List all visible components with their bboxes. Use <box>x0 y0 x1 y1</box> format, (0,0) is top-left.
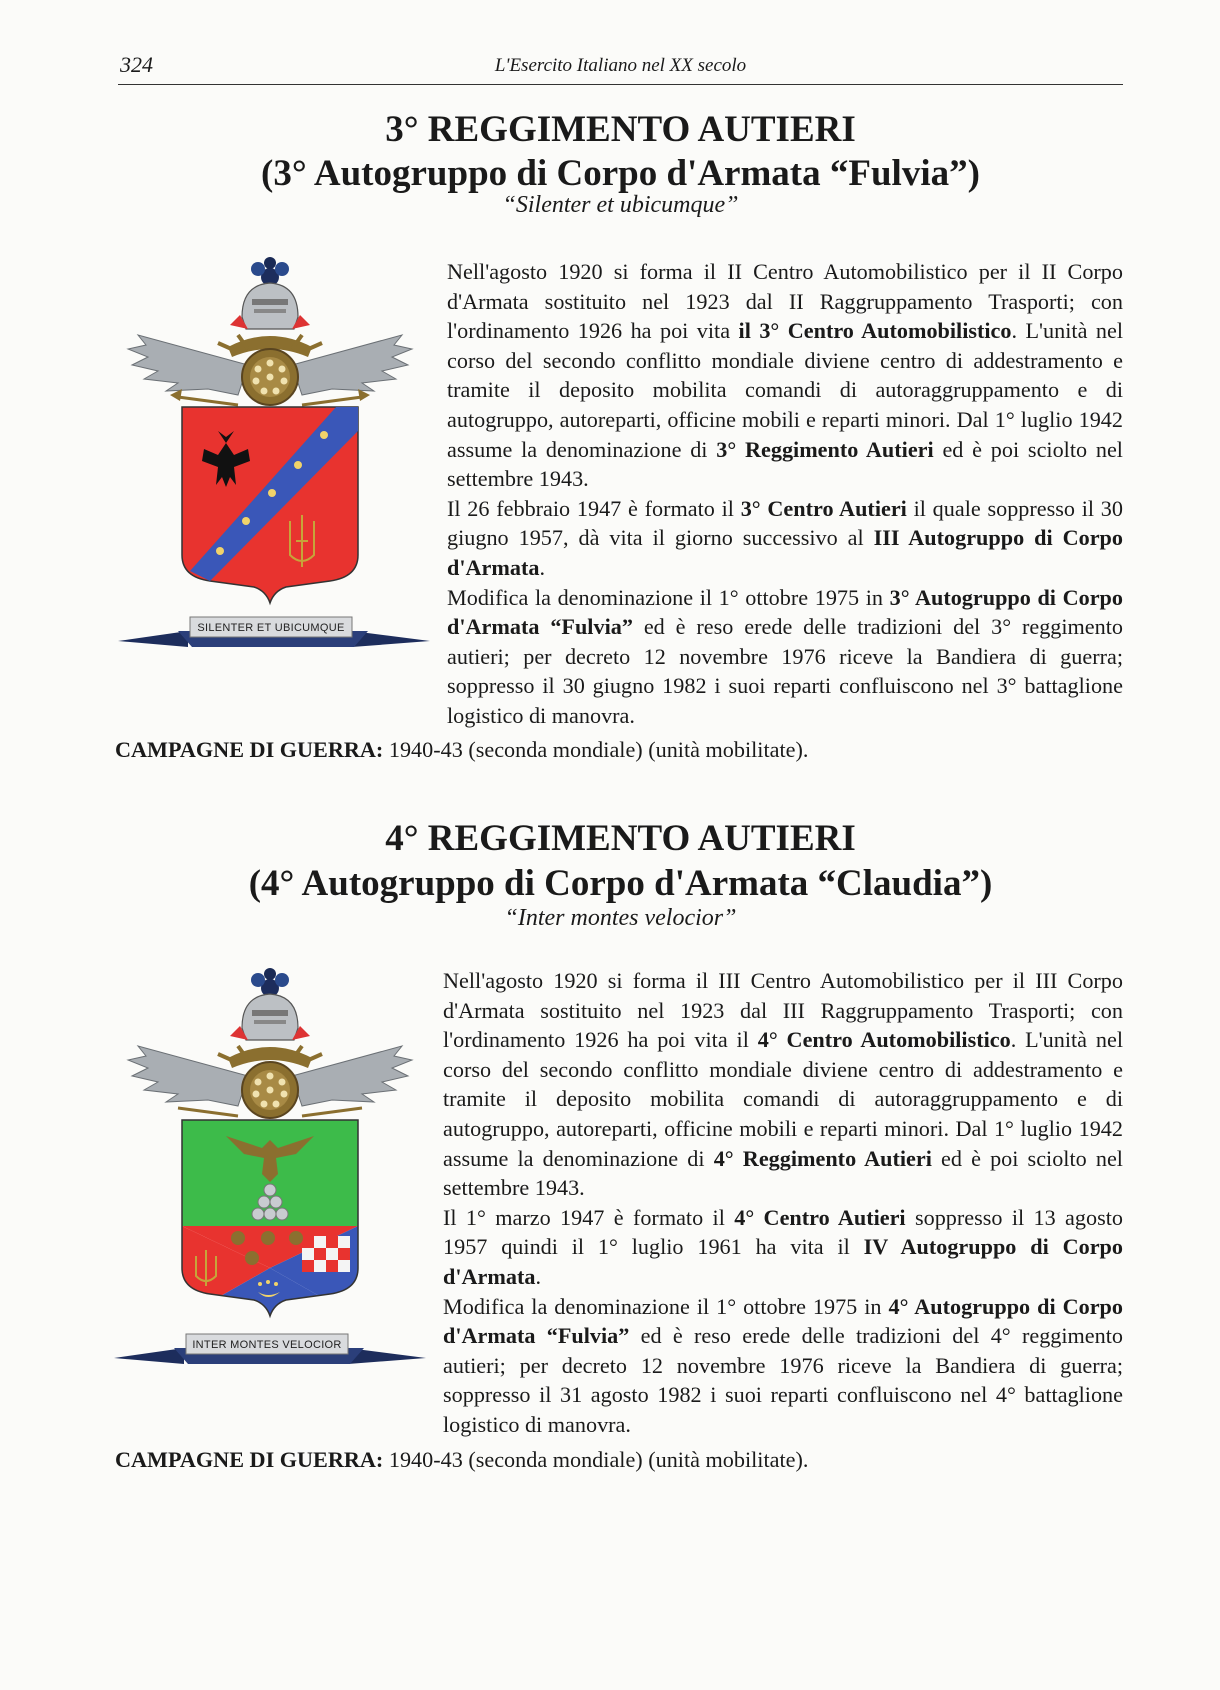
section1-paragraph3: Modifica la denominazione il 1° ottobre 1975 in 3° Autogruppo di Corpo d'Armata “Fulvia” ed è reso erede delle tradizioni del 3° reggimento autieri; per decreto 12 novembre 1976 riceve la Bandiera di guerra; soppresso il 30 giugno 1982 i suoi reparti confluiscono nel 3° battaglione logistico di manovra. <box>447 584 1124 728</box>
section1-body <box>447 257 1123 731</box>
section2-scroll-text: INTER MONTES VELOCIOR <box>192 1339 342 1351</box>
shield <box>182 407 358 603</box>
plume-icon <box>251 968 289 997</box>
section2-campaigns: CAMPAGNE DI GUERRA: 1940-43 (seconda mondiale) (unità mobilitate). <box>115 1447 809 1472</box>
section2-paragraph3: Modifica la denominazione il 1° ottobre 1975 in 4° Autogruppo di Corpo d'Armata “Fulvia” ed è reso erede delle tradizioni del 4° reggimento autieri; per decreto 12 novembre 1976 riceve la Bandiera di guerra; soppresso il 31 agosto 1982 i suoi reparti confluiscono nel 4° battaglione logistico di manovra. <box>443 1293 1123 1437</box>
section1-paragraph1: Nell'agosto 1920 si forma il II Centro Automobilistico per il II Corpo d'Armata sostituito nel 1923 dal II Raggruppamento Trasporti; con l'ordinamento 1926 ha poi vita il 3° Centro Automobilistico. L'unità nel corso del secondo conflitto mondiale diviene centro di addestramento e tramite il deposito mobilita comandi di autoraggruppamento e di autogruppo, autoreparti, officine mobili e reparti minori. Dal 1° luglio 1942 assume la denominazione di 3° Reggimento Autieri ed è poi sciolto nel settembre 1943. <box>447 259 1123 492</box>
section1-title-line2: (3° Autogruppo di Corpo d'Armata “Fulvia”) <box>261 153 980 194</box>
section2-paragraph1: Nell'agosto 1920 si forma il III Centro Automobilistico per il III Corpo d'Armata sostituito nel 1923 dal III Raggruppamento Trasporti; con l'ordinamento 1926 ha poi vita il 4° Centro Automobilistico. L'unità nel corso del secondo conflitto mondiale diviene centro di addestramento e tramite il deposito mobilita comandi di autoraggruppamento e di autogruppo, autoreparti, officine mobili e reparti minori. Dal 1° luglio 1942 assume la denominazione di 4° Reggimento Autieri ed è poi sciolto nel settembre 1943. <box>443 968 1123 1201</box>
section2-paragraph2: Il 1° marzo 1947 è formato il 4° Centro Autieri soppresso il 13 agosto 1957 quindi il 1° luglio 1961 ha vita il IV Autogruppo di Corpo d'Armata. <box>443 1204 1123 1289</box>
helmet-icon <box>230 994 310 1040</box>
section2-title-line2: (4° Autogruppo di Corpo d'Armata “Claudia”) <box>248 863 993 904</box>
helmet-icon <box>230 283 310 329</box>
section1-campaigns: CAMPAGNE DI GUERRA: 1940-43 (seconda mondiale) (unità mobilitate). <box>115 737 809 762</box>
section1-motto: “Silenter et ubicumque” <box>502 192 739 218</box>
wheel-icon <box>242 1062 298 1118</box>
page-number: 324 <box>120 52 153 77</box>
running-title: L'Esercito Italiano nel XX secolo <box>494 55 747 76</box>
shield <box>182 1120 358 1318</box>
plume-icon <box>251 257 289 286</box>
section1-paragraph2: Il 26 febbraio 1947 è formato il 3° Centro Autieri il quale soppresso il 30 giugno 1957, dà vita il giorno successivo al III Autogruppo di Corpo d'Armata. <box>447 495 1123 580</box>
section2-motto: “Inter montes velocior” <box>504 905 737 931</box>
motto-scroll <box>114 1334 426 1364</box>
section1-scroll-text: SILENTER ET UBICUMQUE <box>197 622 345 634</box>
section2-title-line1: 4° REGGIMENTO AUTIERI <box>385 818 856 859</box>
section2-coat-of-arms <box>114 968 426 1408</box>
section2-body <box>443 966 1123 1440</box>
section1-title-line1: 3° REGGIMENTO AUTIERI <box>385 109 856 150</box>
wheel-icon <box>242 349 298 405</box>
motto-scroll <box>118 617 430 647</box>
section1-coat-of-arms <box>118 255 430 695</box>
page-header <box>118 50 1123 85</box>
